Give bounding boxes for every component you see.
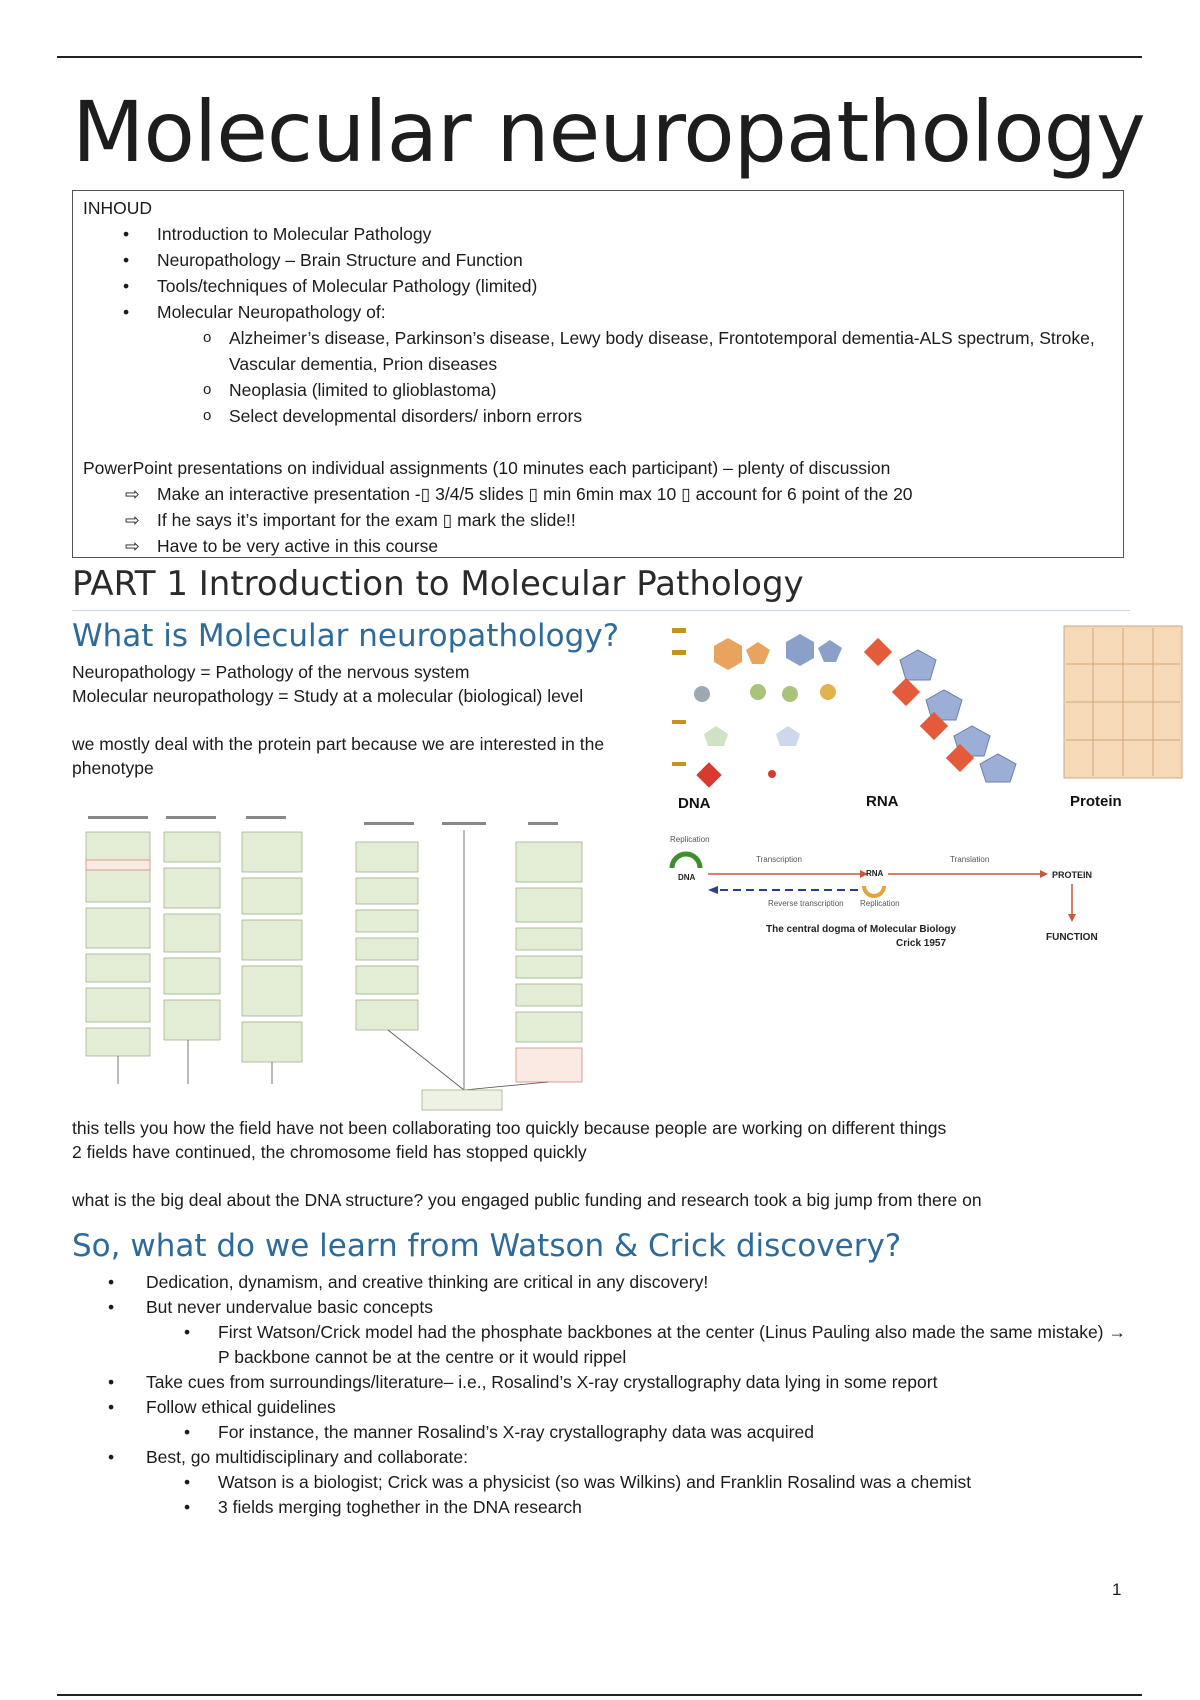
replication-arc	[672, 854, 700, 868]
question-heading: What is Molecular neuropathology?	[72, 618, 620, 654]
lesson-subitem: • Watson is a biologist; Crick was a physicist (so was Wilkins) and Franklin Rosalind was a chemist	[72, 1470, 1132, 1495]
contents-subitem: o Neoplasia (limited to glioblastoma)	[83, 377, 1113, 403]
replication-label: Replication	[670, 835, 710, 844]
lesson-item: • Best, go multidisciplinary and collaborate:	[72, 1445, 1132, 1470]
contents-subitem: o Select developmental disorders/ inborn errors	[83, 403, 1113, 429]
central-dogma-figure	[668, 624, 1192, 954]
watson-crick-heading: So, what do we learn from Watson & Crick discovery?	[72, 1228, 902, 1264]
definition-neuropathology: Neuropathology = Pathology of the nervous system	[72, 662, 470, 682]
rna-structures	[864, 638, 1016, 782]
lesson-subitem: • For instance, the manner Rosalind’s X-ray crystallography data was acquired	[72, 1420, 1132, 1445]
top-rule	[57, 56, 1142, 58]
lesson-item: • Take cues from surroundings/literature– i.e., Rosalind’s X-ray crystallography data lying in some report	[72, 1370, 1132, 1395]
dna-small-label: DNA	[678, 873, 696, 882]
rna-small-label: RNA	[866, 869, 884, 878]
dogma-caption-year: Crick 1957	[896, 938, 947, 949]
arrow-note-text: Have to be very active in this course	[157, 536, 439, 556]
protein-caps-label: PROTEIN	[1052, 870, 1093, 880]
contents-heading: INHOUD	[83, 198, 153, 218]
lesson-item: • But never undervalue basic concepts	[72, 1295, 1132, 1320]
lesson-subitem: • 3 fields merging toghether in the DNA research	[72, 1495, 1132, 1520]
function-label: FUNCTION	[1046, 932, 1098, 943]
definition-molecular: Molecular neuropathology = Study at a molecular (biological) level	[72, 686, 584, 706]
dna-structure-question: what is the big deal about the DNA structure? you engaged public funding and research took a big jump from there on	[72, 1190, 982, 1210]
dna-label: DNA	[678, 795, 711, 812]
contents-item: • Molecular Neuropathology of:	[83, 299, 1113, 325]
lesson-subitem: • First Watson/Crick model had the phosphate backbones at the center (Linus Pauling also made the same mistake) → P backbone cannot be at the centre or it would rippel	[72, 1320, 1132, 1370]
presentation-note: PowerPoint presentations on individual assignments (10 minutes each participant) – plenty of discussion	[83, 458, 891, 478]
protein-table	[1064, 626, 1182, 778]
page-title: Molecular neuropathology	[72, 83, 1145, 181]
definitions	[72, 660, 632, 780]
replication2-label: Replication	[860, 899, 900, 908]
lesson-item: • Dedication, dynamism, and creative thinking are critical in any discovery!	[72, 1270, 1132, 1295]
arrow-icon: ⇨	[125, 484, 140, 504]
arrow-note	[83, 533, 1113, 559]
discovery-timeline-figure	[82, 814, 588, 1114]
lesson-item: • Follow ethical guidelines	[72, 1395, 1132, 1420]
arrow-note	[83, 507, 1113, 533]
lessons-list	[72, 1270, 1132, 1520]
heading-underline	[72, 610, 1130, 611]
arrow-note-text: Make an interactive presentation -▯ 3/4/5 slides ▯ min 6min max 10 ▯ account for 6 point of the 20	[157, 484, 913, 504]
contents-item: • Tools/techniques of Molecular Pathology (limited)	[83, 273, 1113, 299]
dogma-caption: The central dogma of Molecular Biology	[766, 924, 957, 935]
chromosome-note: 2 fields have continued, the chromosome field has stopped quickly	[72, 1142, 587, 1162]
field-discussion	[72, 1116, 1132, 1212]
protein-note: we mostly deal with the protein part because we are interested in the phenotype	[72, 734, 605, 778]
dna-structures	[672, 628, 842, 788]
arrow-icon: ⇨	[125, 510, 140, 530]
reverse-transcription-label: Reverse transcription	[768, 899, 844, 908]
translation-label: Translation	[950, 855, 990, 864]
contents-box	[72, 190, 1124, 558]
arrow-icon: ⇨	[125, 536, 140, 556]
arrow-note	[83, 481, 1113, 507]
collaboration-note: this tells you how the field have not been collaborating too quickly because people are working on different things	[72, 1118, 947, 1138]
rna-label: RNA	[866, 793, 899, 810]
rna-replication-arc	[864, 886, 884, 896]
contents-item: • Neuropathology – Brain Structure and Function	[83, 247, 1113, 273]
page-number: 1	[1112, 1580, 1122, 1599]
contents-subitem: o Alzheimer’s disease, Parkinson’s disease, Lewy body disease, Frontotemporal dementia-ALS spectrum, Stroke, Vascular dementia, Prion diseases	[83, 325, 1113, 377]
bottom-rule	[57, 1694, 1142, 1696]
transcription-label: Transcription	[756, 855, 802, 864]
contents-item: • Introduction to Molecular Pathology	[83, 221, 1113, 247]
arrow-note-text: If he says it’s important for the exam ▯ mark the slide!!	[157, 510, 576, 530]
protein-label: Protein	[1070, 793, 1122, 810]
part1-heading: PART 1 Introduction to Molecular Pathology	[72, 564, 804, 604]
